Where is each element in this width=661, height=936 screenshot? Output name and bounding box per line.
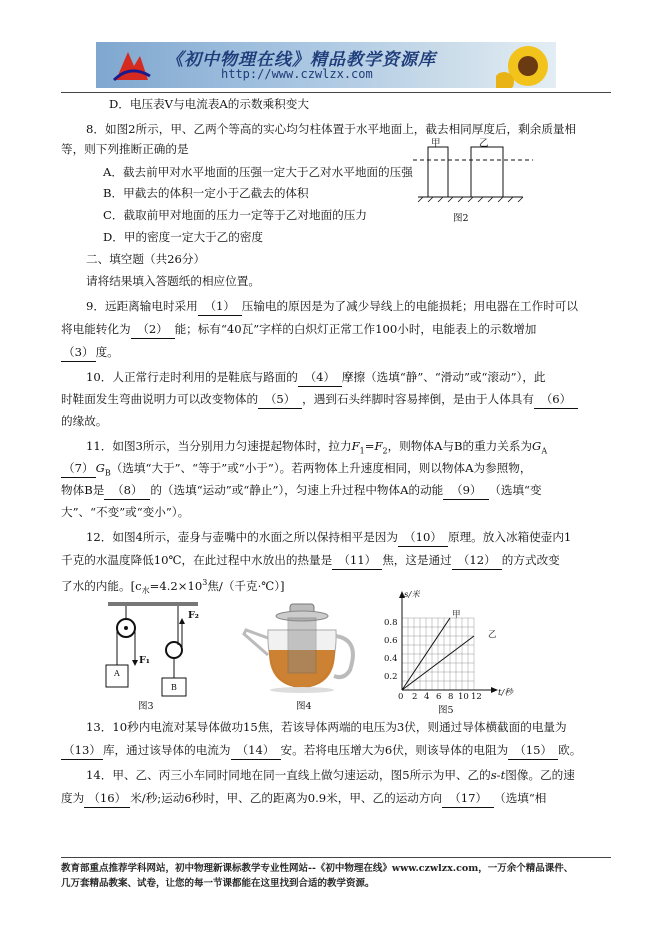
question-12-line3: 了水的内能。[$c_水=4.2\times 10^3$焦/（千克·℃）] <box>61 578 285 596</box>
question-12-line2: 千克的水温度降低10℃，在此过程中水放出的热量是 （11） 焦，这是通过 （12） 的方式改变 <box>61 551 560 570</box>
header-rule <box>61 92 611 93</box>
y-tick-0-4: 0.4 <box>384 654 398 664</box>
force-f1-label: F₁ <box>139 655 150 666</box>
section-title: 二、填空题（共26分） <box>86 252 206 266</box>
figure-5 <box>380 590 520 715</box>
blank-5[interactable]: （5） <box>258 390 302 409</box>
option-8a: A．截去前甲对水平地面的压强一定大于乙对水平地面的压强 <box>103 165 413 179</box>
y-tick-0-8: 0.8 <box>384 618 398 628</box>
question-13-line2: （13） 库，通过该导体的电流为 （14） 安。若将电压增大为6伏，则该导体的电阻为 （15） 欧。 <box>61 741 581 760</box>
x-tick-0: 0 <box>398 692 404 702</box>
question-11-line2: （7） $G_B$（选填“大于”、“等于”或“小于”）。若两物体上升速度相同，则以物体A为参照物， <box>63 461 532 478</box>
figure-4-caption: 图4 <box>296 701 312 712</box>
series-jia-label: 甲 <box>452 610 461 620</box>
blank-16[interactable]: （16） <box>84 789 130 808</box>
question-14: 14．甲、乙、丙三小车同时同地在同一直线上做匀速运动，图5所示为甲、乙的s-t图像。乙的速 <box>86 768 575 782</box>
blank-14[interactable]: （14） <box>231 741 281 760</box>
footer-line-1: 教育部重点推荐学科网站，初中物理新课标教学专业性网站--《初中物理在线》www.czwlzx.com，一万余个精品课件、 <box>61 863 574 874</box>
figure-5-caption: 图5 <box>438 705 454 716</box>
section-instruction: 请将结果填入答题纸的相应位置。 <box>86 274 260 288</box>
option-d-q7: D．电压表V与电流表A的示数乘积变大 <box>109 97 309 111</box>
teapot-drawing <box>238 600 368 695</box>
x-tick-12: 12 <box>471 692 482 702</box>
question-10-line3: 的缘故。 <box>61 414 108 428</box>
figure-3-caption: 图3 <box>138 701 154 712</box>
banner-url: http://www.czwlzx.com <box>221 67 373 81</box>
question-9: 9．远距离输电时采用 （1） 压输电的原因是为了减少导线上的电能损耗；用电器在工作时可以 <box>86 297 578 316</box>
blank-17[interactable]: （17） <box>442 789 494 808</box>
figure-2-label-yi: 乙 <box>479 138 489 149</box>
x-tick-2: 2 <box>412 692 418 702</box>
weight-a-label: A <box>114 669 120 678</box>
series-yi-label: 乙 <box>488 630 497 640</box>
figure-2 <box>413 135 533 225</box>
blank-1[interactable]: （1） <box>198 297 242 316</box>
banner-title: 《初中物理在线》精品教学资源库 <box>166 50 436 70</box>
blank-6[interactable]: （6） <box>534 390 578 409</box>
question-13: 13．10秒内电流对某导体做功15焦，若该导体两端的电压为3伏，则通过导体横截面的电量为 <box>86 720 567 734</box>
header-banner <box>96 42 556 88</box>
figure-4 <box>238 600 368 712</box>
blank-11[interactable]: （11） <box>332 551 382 570</box>
question-10-line2: 时鞋面发生弯曲说明力可以改变物体的 （5） ，遇到石头绊脚时容易摔倒，是由于人体具有 （6） <box>61 390 578 409</box>
blank-4[interactable]: （4） <box>298 368 342 387</box>
blank-2[interactable]: （2） <box>131 320 175 339</box>
weight-b-label: B <box>171 683 177 692</box>
blank-13[interactable]: （13） <box>61 741 103 760</box>
question-8: 8．如图2所示，甲、乙两个等高的实心均匀柱体置于水平地面上，截去相同厚度后，剩余质量相 <box>86 122 577 136</box>
x-tick-4: 4 <box>424 692 430 702</box>
figure-3 <box>98 600 216 712</box>
force-f2-label: F₂ <box>188 610 199 621</box>
blank-8[interactable]: （8） <box>104 481 150 500</box>
question-9-line3: （3） 度。 <box>61 343 119 362</box>
question-11: 11．如图3所示，当分别用力匀速提起物体时，拉力$F_1=F_2$，则物体A与B的重力关系为$G_A$ <box>86 439 548 456</box>
blank-10[interactable]: （10） <box>398 528 448 547</box>
footer-rule <box>61 857 611 858</box>
option-8d: D．甲的密度一定大于乙的密度 <box>103 230 264 244</box>
x-axis-label: t/秒 <box>498 688 513 698</box>
figure-2-label-jia: 甲 <box>431 138 441 149</box>
question-11-line3: 物体B是 （8） 的（选填“运动”或“静止”），匀速上升过程中物体A的动能 （9） （选填“变 <box>61 481 542 500</box>
y-axis-label: s/米 <box>404 590 420 600</box>
question-12: 12．如图4所示，壶身与壶嘴中的水面之所以保持相平是因为 （10） 原理。放入冰箱使壶内1 <box>86 528 571 547</box>
logo-icon <box>110 46 152 84</box>
figure-2-caption: 图2 <box>453 213 469 224</box>
blank-9[interactable]: （9） <box>443 481 489 500</box>
x-tick-10: 10 <box>458 692 469 702</box>
footer-line-2: 几万套精品教案、试卷，让您的每一节课都能在这里找到合适的教学资源。 <box>61 878 375 889</box>
x-tick-6: 6 <box>436 692 442 702</box>
y-tick-0-6: 0.6 <box>384 636 398 646</box>
option-8c: C．截取前甲对地面的压力一定等于乙对地面的压力 <box>103 208 367 222</box>
blank-7[interactable]: （7） <box>61 459 96 478</box>
question-8-cont: 等，则下列推断正确的是 <box>61 142 189 156</box>
question-11-line4: 大”、“不变”或“变小”）。 <box>61 505 190 519</box>
blank-15[interactable]: （15） <box>508 741 558 760</box>
question-10: 10．人正常行走时利用的是鞋底与路面的 （4） 摩擦（选填“静”、“滑动”或“滚动”），此 <box>86 368 546 387</box>
question-14-line2: 度为 （16） 米/秒;运动6秒时，甲、乙的距离为0.9米，甲、乙的运动方向 （17） （选填“相 <box>61 789 546 808</box>
y-tick-0-2: 0.2 <box>384 672 398 682</box>
x-tick-8: 8 <box>448 692 454 702</box>
blank-12[interactable]: （12） <box>452 551 502 570</box>
blank-3[interactable]: （3） <box>61 343 96 362</box>
question-9-line2: 将电能转化为 （2） 能；标有“40瓦”字样的白炽灯正常工作100小时，电能表上的示数增加 <box>61 320 536 339</box>
sunflower-icon <box>496 42 556 88</box>
option-8b: B．甲截去的体积一定小于乙截去的体积 <box>103 186 309 200</box>
